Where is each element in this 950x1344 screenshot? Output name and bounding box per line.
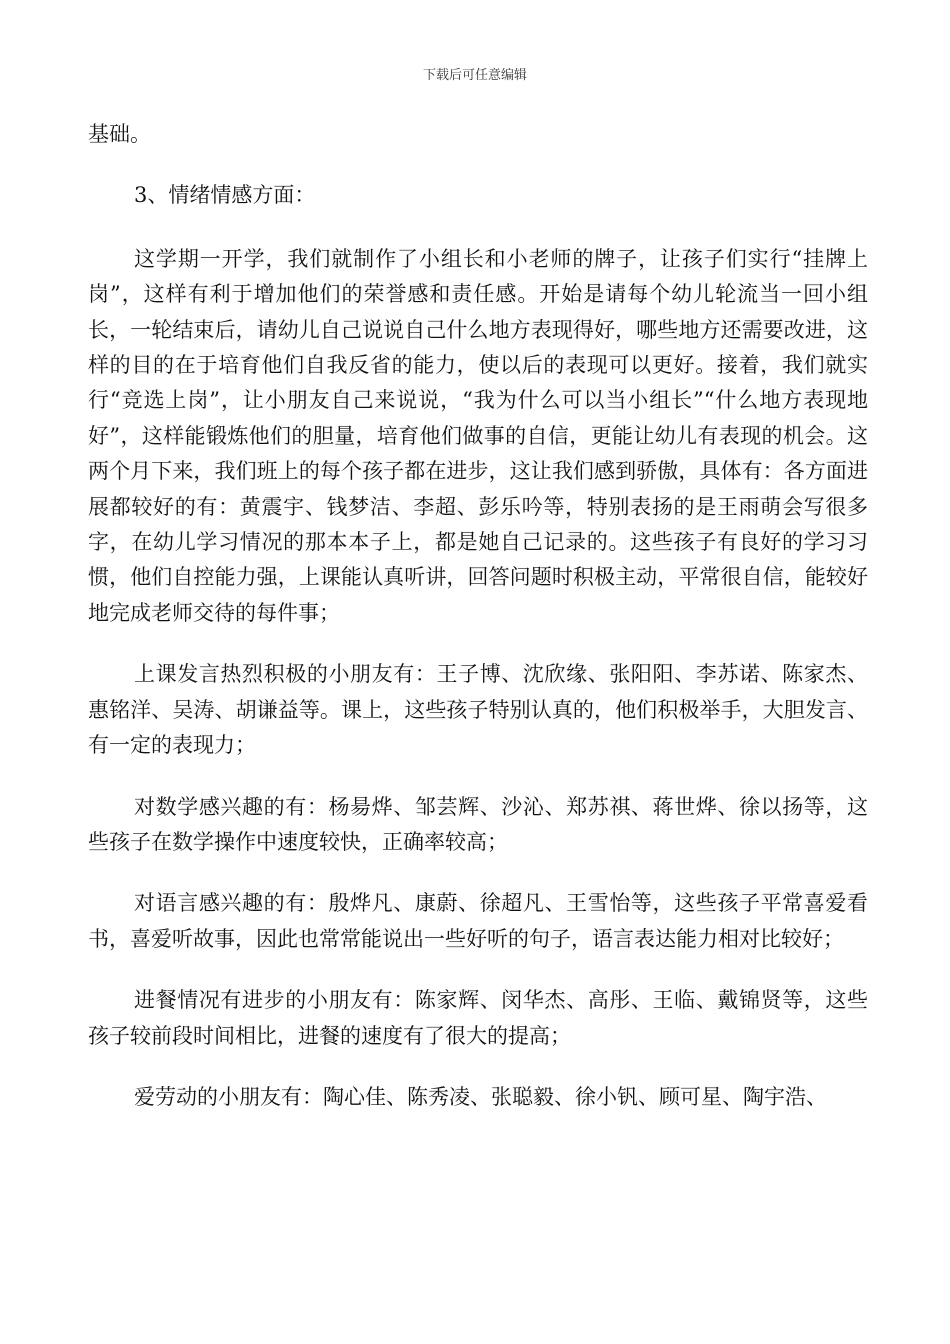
page-header-note: 下载后可任意编辑 [422, 68, 527, 83]
paragraph-main: 这学期一开学，我们就制作了小组长和小老师的牌子，让孩子们实行“挂牌上岗”，这样有利于增加他们的荣誉感和责任感。开始是请每个幼儿轮流当一回小组长，一轮结束后，请幼儿自己说说自己什么地方表现得好，哪些地方还需要改进，这样的目的在于培育他们自我反省的能力，使以后的表现可以更好。接着，我们就实行“竞选上岗”，让小朋友自己来说说，“我为什么可以当小组长”“什么地方表现地好”，这样能锻炼他们的胆量，培育他们做事的自信，更能让幼儿有表现的机会。这两个月下来，我们班上的每个孩子都在进步，这让我们感到骄傲，具体有：各方面进展都较好的有：黄震宇、钱梦洁、李超、彭乐吟等，特别表扬的是王雨萌会写很多字，在幼儿学习情况的那本本子上，都是她自己记录的。这些孩子有良好的学习习惯，他们自控能力强，上课能认真听讲，回答问题时积极主动，平常很自信，能较好地完成老师交待的每件事； [88, 246, 868, 625]
paragraph-math-interest: 对数学感兴趣的有：杨昜烨、邹芸辉、沙沁、郑苏祺、蒋世烨、徐以扬等，这些孩子在数学操作中速度较快，正确率较高； [88, 794, 868, 854]
document-body [88, 117, 868, 1141]
paragraph-language-interest: 对语言感兴趣的有：殷烨凡、康蔚、徐超凡、王雪怡等，这些孩子平常喜爱看书，喜爱听故事，因此也常常能说出一些好听的句子，语言表达能力相对比较好； [88, 891, 868, 951]
paragraph-continuation: 基础。 [88, 122, 151, 146]
paragraph-dining-progress: 进餐情况有进步的小朋友有：陈家辉、闵华杰、高彤、王临、戴锦贤等，这些孩子较前段时间相比，进餐的速度有了很大的提高； [88, 988, 868, 1048]
paragraph-active-speakers: 上课发言热烈积极的小朋友有：王子博、沈欣缘、张阳阳、李苏诺、陈家杰、惠铭洋、吴涛、胡谦益等。课上，这些孩子特别认真的，他们积极举手，大胆发言、有一定的表现力； [88, 662, 868, 758]
paragraph-labor-love: 爱劳动的小朋友有：陶心佳、陈秀凌、张聪毅、徐小钒、顾可星、陶宇浩、 [134, 1084, 827, 1109]
section-heading: 3、情绪情感方面： [134, 183, 316, 208]
